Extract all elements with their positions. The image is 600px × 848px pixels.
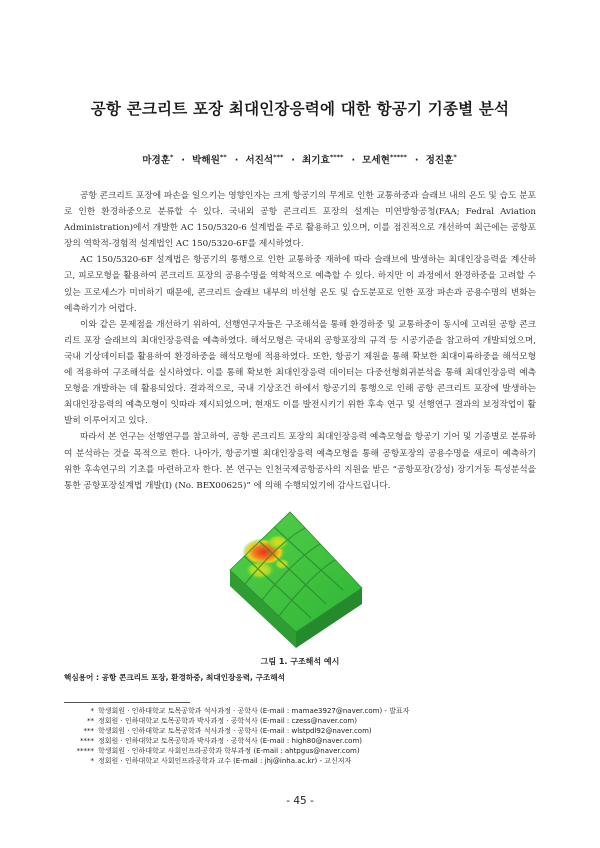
author-affiliation-mark: *	[453, 153, 457, 161]
author-name: 모세현	[362, 155, 390, 166]
author-separator: ·	[181, 155, 186, 166]
structural-analysis-figure	[224, 508, 366, 658]
footnote-text: 학생회원 · 인하대학교 토목공학과 석사과정 · 공학사 (E-mail : wlstpdl92@naver.com)	[98, 726, 372, 735]
figure-caption: 그림 1. 구조해석 예시	[260, 657, 340, 666]
footnote-6	[64, 757, 534, 767]
footnote-mark: *****	[76, 746, 94, 755]
author-list	[40, 152, 560, 166]
abstract-body	[64, 188, 536, 494]
author-affiliation-mark: **	[219, 153, 227, 161]
footnote-mark: ***	[83, 726, 94, 735]
author-separator: ·	[291, 155, 296, 166]
page-number: - 45 -	[286, 795, 314, 807]
author-name: 박해원	[192, 155, 220, 166]
footnote-5	[64, 747, 534, 757]
footnote-2	[64, 717, 534, 727]
paragraph-3: 이와 같은 문제점을 개선하기 위하여, 선행연구자들은 구조해석을 통해 환경하중 및 교통하중이 동시에 고려된 공항 콘크리트 포장 슬래브의 최대인장응력을 예측하였다. 해석모형은 국내외 공항포장의 규격 등 시공기준을 참고하여 개발되었으며, 국내 기상데이터를 활용하여 환경하중을 해석모형에 적용하였다. 또한, 항공기 제원을 통해 확보한 최대이륙하중을 해석모형에 적용하여 구조해석을 실시하였다. 이를 통해 확보한 최대인장응력 데이터는 다중선형회귀분석을 통해 최대인장응력 예측모형을 개발하는 데 활용되었다. 결과적으로, 국내 기상조건 하에서 항공기의 통행으로 인해 공항 콘크리트 포장에 발생하는 최대인장응력의 예측모형이 잇따라 제시되었으며, 현재도 이를 발전시키기 위한 후속 연구 및 선행연구 결과의 보정작업이 활발히 이루어지고 있다.	[64, 319, 536, 427]
author-separator: ·	[234, 155, 239, 166]
footnote-4	[64, 737, 534, 747]
paragraph-2: AC 150/5320-6F 설계법은 항공기의 통행으로 인한 교통하중 재하에 따라 슬래브에 발생하는 최대인장응력을 계산하고, 피로모형을 활용하여 콘크리트 포장의 공용수명을 역학적으로 예측할 수 있다. 하지만 이 과정에서 환경하중을 고려할 수 있는 프로세스가 미비하기 때문에, 콘크리트 슬래브 내부의 비선형 온도 및 습도분포로 인한 포장 파손과 공용수명의 변화는 예측하기가 어렵다.	[64, 255, 536, 314]
author-affiliation-mark: *****	[389, 153, 407, 161]
footnote-divider	[64, 702, 190, 703]
footnote-mark: **	[87, 716, 94, 725]
slab-model-image	[224, 508, 366, 658]
paragraph-4: 따라서 본 연구는 선행연구를 참고하여, 공항 콘크리트 포장의 최대인장응력 예측모형을 항공기 기어 및 기종별로 분류하여 분석하는 것을 목적으로 한다. 나아가, 항공기별 최대인장응력 예측모형을 통해 공항포장의 공용수명을 새로이 예측하기 위한 후속연구의 기초를 마련하고자 한다. 본 연구는 인천국제공항공사의 지원을 받은 “공항포장(강성) 장기거동 특성분석을 통한 공항포장설계법 개발(I) (No. BEX00625)” 에 의해 수행되었기에 감사드립니다.	[64, 432, 536, 491]
footnote-text: 학생회원 · 인하대학교 사회인프라공학과 학부과정 (E-mail : ahtpgus@naver.com)	[98, 746, 360, 755]
footnote-mark: ****	[80, 736, 94, 745]
author-separator: ·	[414, 155, 419, 166]
footnote-text: 정회원 · 인하대학교 사회인프라공학과 교수 (E-mail : jhj@inha.ac.kr) - 교신저자	[98, 756, 352, 765]
footnote-1	[64, 707, 534, 717]
author-affiliation-mark: ****	[329, 153, 344, 161]
footnotes	[64, 707, 534, 766]
author-name: 마경훈	[142, 155, 171, 166]
author-name: 정진훈	[425, 155, 454, 166]
footnote-mark: *	[90, 756, 94, 765]
footnote-text: 정회원 · 인하대학교 토목공학과 박사과정 · 공학석사 (E-mail : czess@naver.com)	[98, 716, 357, 725]
author-name: 최기효	[302, 155, 330, 166]
footnote-text: 학생회원 · 인하대학교 토목공학과 석사과정 · 공학사 (E-mail : mamae3927@naver.com) - 발표자	[98, 707, 410, 715]
author-separator: ·	[351, 155, 356, 166]
footnote-text: 정회원 · 인하대학교 토목공학과 박사과정 · 공학석사 (E-mail : high80@naver.com)	[98, 736, 362, 745]
author-affiliation-mark: *	[170, 153, 174, 161]
author-name: 서진석	[245, 155, 274, 166]
author-affiliation-mark: ***	[273, 153, 284, 161]
footnote-3	[64, 727, 534, 737]
paper-title: 공항 콘크리트 포장 최대인장응력에 대한 항공기 기종별 분석	[90, 100, 510, 118]
keywords: 핵심용어 : 공항 콘크리트 포장, 환경하중, 최대인장응력, 구조해석	[64, 673, 285, 682]
footnote-mark: *	[90, 707, 94, 715]
paragraph-1: 공항 콘크리트 포장에 파손을 일으키는 영향인자는 크게 항공기의 무게로 인한 교통하중과 슬래브 내의 온도 및 습도 분포로 인한 환경하중으로 분류할 수 있다. 국내외 공항 콘크리트 포장의 설계는 미연방항공청(FAA; Fedral Aviation Administration)에서 개발한 AC 150/5320-6 설계법을 주로 활용하고 있으며, 이를 점진적으로 개선하여 최근에는 공항포장의 역학적-경험적 설계법인 AC 150/5320-6F를 제시하였다.	[64, 191, 536, 250]
